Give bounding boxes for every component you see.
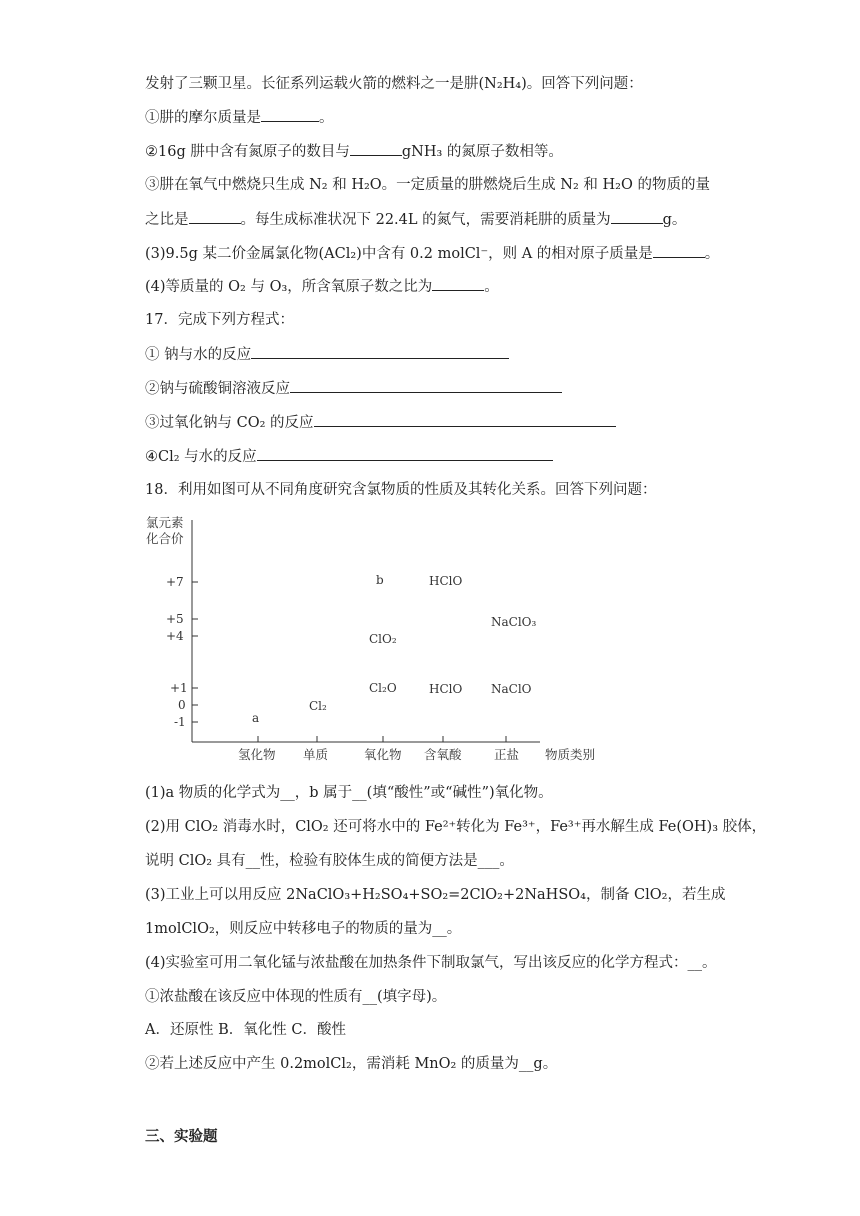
y-tick-label: +1 bbox=[170, 681, 188, 695]
answer-blank[interactable] bbox=[611, 209, 663, 224]
q17-item-4 bbox=[145, 446, 553, 467]
chlorine-valence-diagram bbox=[140, 512, 610, 768]
q16-item-3-text-b: 。每生成标准状况下 22.4L 的氮气，需要消耗肼的质量为 bbox=[240, 212, 611, 228]
point-naclo: NaClO bbox=[491, 682, 532, 696]
q16-item-3: ③肼在氧气中燃烧只生成 N₂ 和 H₂O。一定质量的肼燃烧后生成 N₂ 和 H₂O 的物质的量 bbox=[145, 177, 710, 193]
x-tick-label: 氧化物 bbox=[364, 747, 402, 762]
x-axis-label: 物质类别 bbox=[545, 747, 596, 762]
y-tick-label: +4 bbox=[166, 629, 184, 643]
x-tick-label: 单质 bbox=[303, 747, 329, 762]
q17-item-4-text: ④Cl₂ 与水的反应 bbox=[145, 449, 257, 465]
x-tick-label: 含氧酸 bbox=[424, 747, 462, 762]
answer-line[interactable] bbox=[251, 344, 509, 359]
q16-part-3 bbox=[145, 243, 719, 264]
q16-item-2-end: gNH₃ 的氮原子数相等。 bbox=[401, 144, 563, 160]
answer-line[interactable] bbox=[257, 446, 553, 461]
x-tick-label: 氢化物 bbox=[238, 747, 276, 762]
q16-item-3-text-a: 之比是 bbox=[145, 212, 189, 228]
q16-item-1 bbox=[145, 107, 334, 128]
q16-item-3-cont bbox=[145, 209, 686, 230]
point-b: b bbox=[376, 573, 384, 587]
q18-part-2: (2)用 ClO₂ 消毒水时，ClO₂ 还可将水中的 Fe²⁺转化为 Fe³⁺，Fe³⁺再水解生成 Fe(OH)₃ 胶体， bbox=[145, 819, 767, 835]
answer-line[interactable] bbox=[314, 412, 616, 427]
x-tick-label: 正盐 bbox=[494, 747, 520, 762]
y-tick-label: 0 bbox=[178, 698, 186, 712]
q16-part-3-end: 。 bbox=[704, 246, 720, 262]
q17-item-2-text: ②钠与硫酸铜溶液反应 bbox=[145, 381, 290, 397]
q16-item-3-text-c: g。 bbox=[662, 212, 687, 228]
section-heading: 三、实验题 bbox=[145, 1128, 218, 1145]
point-cl2o: Cl₂O bbox=[369, 681, 397, 695]
x-ticks bbox=[238, 736, 595, 762]
q16-part-4-text: (4)等质量的 O₂ 与 O₃，所含氧原子数之比为 bbox=[145, 279, 433, 295]
q18-part-4-item-1: ①浓盐酸在该反应中体现的性质有__(填字母)。 bbox=[145, 989, 447, 1005]
q16-item-1-end: 。 bbox=[319, 110, 334, 126]
q18-part-3: (3)工业上可以用反应 2NaClO₃+H₂SO₄+SO₂=2ClO₂+2NaHSO₄，制备 ClO₂，若生成 bbox=[145, 887, 726, 903]
q17-title: 17．完成下列方程式： bbox=[145, 312, 294, 328]
point-hclo: HClO bbox=[429, 682, 463, 696]
diagram-points bbox=[252, 573, 537, 725]
q17-item-3 bbox=[145, 412, 616, 433]
q18-options: A．还原性 B．氧化性 C．酸性 bbox=[145, 1022, 346, 1038]
y-axis-label-2: 化合价 bbox=[146, 531, 184, 546]
q18-title: 18．利用如图可从不同角度研究含氯物质的性质及其转化关系。回答下列问题： bbox=[145, 482, 657, 498]
point-a: a bbox=[252, 711, 260, 725]
q16-part-4-end: 。 bbox=[484, 279, 499, 295]
q16-part-4 bbox=[145, 276, 499, 297]
q16-item-1-text: ①肼的摩尔质量是 bbox=[145, 110, 261, 126]
q16-item-2 bbox=[145, 141, 563, 162]
answer-blank[interactable] bbox=[189, 209, 241, 224]
q16-part-3-text: (3)9.5g 某二价金属氯化物(ACl₂)中含有 0.2 molCl⁻，则 A 的相对原子质量是 bbox=[145, 246, 653, 262]
answer-blank[interactable] bbox=[350, 141, 402, 156]
point-cl2: Cl₂ bbox=[309, 699, 327, 713]
y-tick-label: -1 bbox=[174, 715, 186, 729]
q17-item-3-text: ③过氧化钠与 CO₂ 的反应 bbox=[145, 415, 314, 431]
point-clo2: ClO₂ bbox=[369, 632, 397, 646]
q18-part-4-item-2: ②若上述反应中产生 0.2molCl₂，需消耗 MnO₂ 的质量为__g。 bbox=[145, 1056, 558, 1072]
y-tick-label: +5 bbox=[166, 612, 184, 626]
point-naclo3: NaClO₃ bbox=[491, 615, 537, 629]
q18-part-4: (4)实验室可用二氧化锰与浓盐酸在加热条件下制取氯气，写出该反应的化学方程式：__。 bbox=[145, 955, 717, 971]
q18-part-2-cont: 说明 ClO₂ 具有__性，检验有胶体生成的简便方法是___。 bbox=[145, 853, 514, 869]
y-axis-label-1: 氯元素 bbox=[146, 515, 184, 530]
y-ticks bbox=[166, 575, 198, 729]
q17-item-1-text: ① 钠与水的反应 bbox=[145, 347, 252, 363]
y-tick-label: +7 bbox=[166, 575, 184, 589]
q18-part-3-cont: 1molClO₂，则反应中转移电子的物质的量为__。 bbox=[145, 921, 462, 937]
answer-blank[interactable] bbox=[261, 107, 319, 122]
q17-item-1 bbox=[145, 344, 509, 365]
q16-intro-text: 发射了三颗卫星。长征系列运载火箭的燃料之一是肼(N₂H₄)。回答下列问题： bbox=[145, 76, 643, 92]
q16-item-2-text: ②16g 肼中含有氮原子的数目与 bbox=[145, 144, 350, 160]
answer-line[interactable] bbox=[290, 378, 562, 393]
q18-part-1: (1)a 物质的化学式为__，b 属于__(填“酸性”或“碱性”)氧化物。 bbox=[145, 785, 553, 801]
q17-item-2 bbox=[145, 378, 562, 399]
answer-blank[interactable] bbox=[432, 276, 484, 291]
answer-blank[interactable] bbox=[653, 243, 705, 258]
point-hclo-top: HClO bbox=[429, 574, 463, 588]
